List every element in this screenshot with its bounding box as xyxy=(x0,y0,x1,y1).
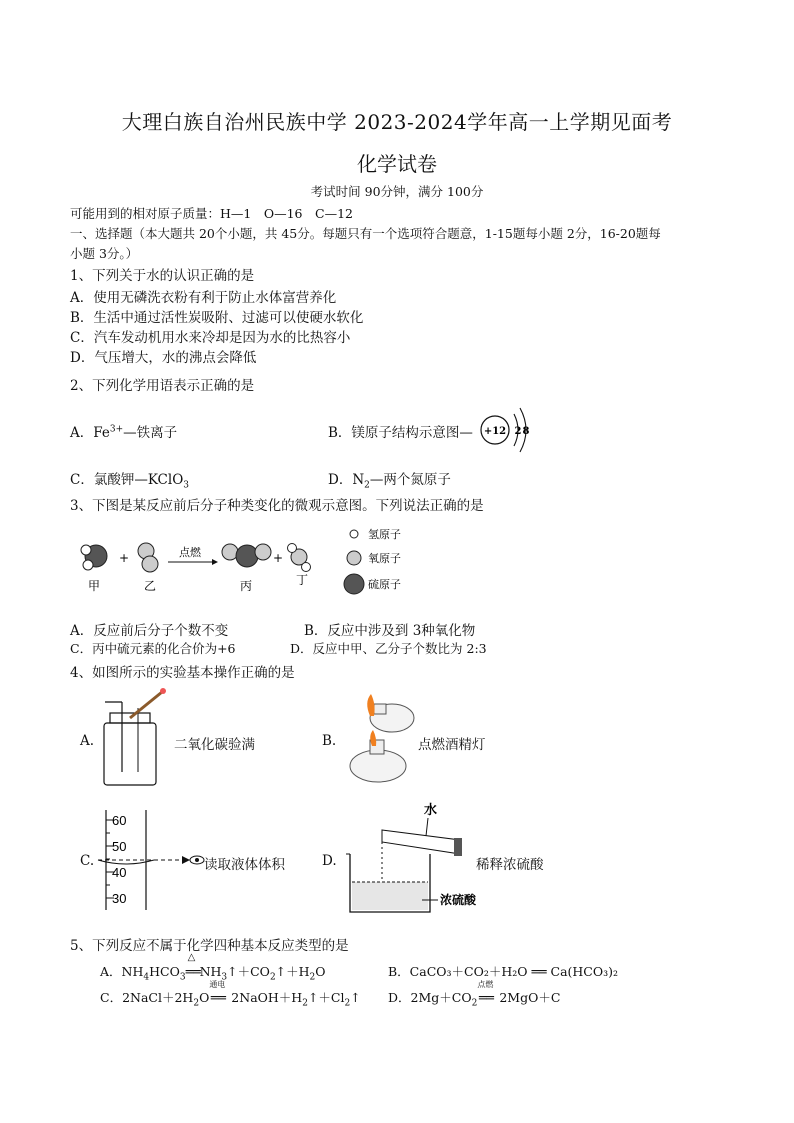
q3-option-d: D．反应中甲、乙分子个数比为 2:3 xyxy=(290,641,487,656)
q2-a-pre: A．Fe xyxy=(70,425,110,441)
beaker-dilution-illustration xyxy=(342,802,482,920)
q1-option-d: D．气压增大，水的沸点会降低 xyxy=(70,350,257,366)
acid-label: 浓硫酸 xyxy=(440,893,477,907)
q1-option-b: B．生活中通过活性炭吸附、过滤可以使硬水软化 xyxy=(70,310,364,326)
atom-shell2-label: 8 xyxy=(522,426,530,437)
tick-label-40: 40 xyxy=(112,865,127,880)
q3-option-c: C．丙中硫元素的化合价为+6 xyxy=(70,641,236,656)
q1-option-a: A．使用无磷洗衣粉有利于防止水体富营养化 xyxy=(70,290,337,306)
tick-label-50: 50 xyxy=(112,839,127,854)
legend-oxygen: 氧原子 xyxy=(368,552,401,565)
atom-nucleus-label: +12 xyxy=(483,426,507,437)
q2-stem: 2、下列化学用语表示正确的是 xyxy=(70,378,255,394)
q2-option-b: B．镁原子结构示意图— xyxy=(328,425,473,441)
q4-d-text: 稀释浓硫酸 xyxy=(476,857,544,873)
q1-option-c: C．汽车发动机用水来冷却是因为水的比热容小 xyxy=(70,330,351,346)
q5-d-condition: 点燃 xyxy=(477,980,494,989)
page-subtitle: 化学试卷 xyxy=(357,152,437,176)
q3-option-a: A．反应前后分子个数不变 xyxy=(70,623,229,639)
exam-info: 考试时间 90分钟，满分 100分 xyxy=(310,184,484,199)
q4-b-text: 点燃酒精灯 xyxy=(418,737,486,753)
condition-label: 点燃 xyxy=(179,546,201,559)
legend-sulfur: 硫原子 xyxy=(368,578,401,591)
q2-c-pre: C．氯酸钾—KClO xyxy=(70,472,184,488)
magnesium-atom-diagram xyxy=(478,402,538,454)
q2-option-a xyxy=(70,421,177,441)
section-instructions-2: 小题 3分。） xyxy=(70,246,139,261)
q3-stem: 3、下图是某反应前后分子种类变化的微观示意图。下列说法正确的是 xyxy=(70,498,484,514)
q5-option-d: D．$2Mg+CO_2$ 点燃 ══ 2MgO＋C xyxy=(388,980,561,1009)
q2-d-sub: 2 xyxy=(364,480,370,491)
q5-option-b: B．CaCO₃＋CO₂＋H₂O ══ Ca(HCO₃)₂ xyxy=(388,964,619,979)
reaction-diagram xyxy=(70,524,430,596)
label-jia: 甲 xyxy=(87,579,101,593)
q4-b-letter: B. xyxy=(322,733,337,749)
q4-a-text: 二氧化碳验满 xyxy=(174,737,255,753)
plus-1: + xyxy=(118,551,130,565)
q1-stem: 1、下列关于水的认识正确的是 xyxy=(70,268,255,284)
q3-option-b: B．反应中涉及到 3种氧化物 xyxy=(304,623,476,639)
q2-option-c xyxy=(70,468,189,491)
q2-a-post: —铁离子 xyxy=(123,425,178,441)
q2-a-sup: 3+ xyxy=(109,424,124,435)
q2-option-d xyxy=(328,468,451,491)
q4-a-letter: A. xyxy=(80,733,95,749)
atomic-mass-line: 可能用到的相对原子质量：H—1 O—16 C—12 xyxy=(70,206,353,221)
q5-a-letter: A． xyxy=(100,964,122,979)
tick-label-60: 60 xyxy=(112,813,127,828)
label-bing: 丙 xyxy=(239,579,253,593)
plus-2: + xyxy=(272,551,284,565)
label-ding: 丁 xyxy=(295,573,309,587)
q5-a-condition: △ xyxy=(187,952,196,963)
q2-d-pre: D．N xyxy=(328,472,365,488)
q4-c-text: 读取液体体积 xyxy=(204,857,285,873)
section-instructions-1: 一、选择题（本大题共 20个小题，共 45分。每题只有一个选项符合题意，1-15题每小题 2分，16-20题每 xyxy=(70,226,661,241)
q5-c-condition: 通电 xyxy=(209,980,226,989)
graduated-cylinder-illustration xyxy=(98,810,208,912)
q5-option-a: A．$NH_4HCO_3$ △ $══NH_3↑+CO_2↑+H_2O$ xyxy=(100,952,326,983)
alcohol-lamp-illustration xyxy=(340,694,420,786)
q5-d-letter: D． xyxy=(388,990,411,1005)
q4-d-letter: D. xyxy=(322,853,337,869)
tick-label-30: 30 xyxy=(112,891,127,906)
gas-bottle-illustration xyxy=(100,688,170,790)
page-title: 大理白族自治州民族中学 2023-2024学年高一上学期见面考 xyxy=(121,110,673,134)
water-label: 水 xyxy=(424,803,438,818)
q5-c-letter: C． xyxy=(100,990,123,1005)
q4-stem: 4、如图所示的实验基本操作正确的是 xyxy=(70,665,295,681)
q5-stem: 5、下列反应不属于化学四种基本反应类型的是 xyxy=(70,938,349,954)
legend-hydrogen: 氢原子 xyxy=(368,528,401,541)
q2-c-sub: 3 xyxy=(183,480,190,491)
q5-option-c: C．$2NaCl+2H_2O$ 通电 ══ $2NaOH+H_2↑+Cl_2↑$ xyxy=(100,980,361,1009)
q2-d-post: —两个氮原子 xyxy=(369,472,451,488)
q4-c-letter: C. xyxy=(80,853,95,869)
label-yi: 乙 xyxy=(143,579,157,593)
atom-shell1-label: 2 xyxy=(514,426,522,437)
